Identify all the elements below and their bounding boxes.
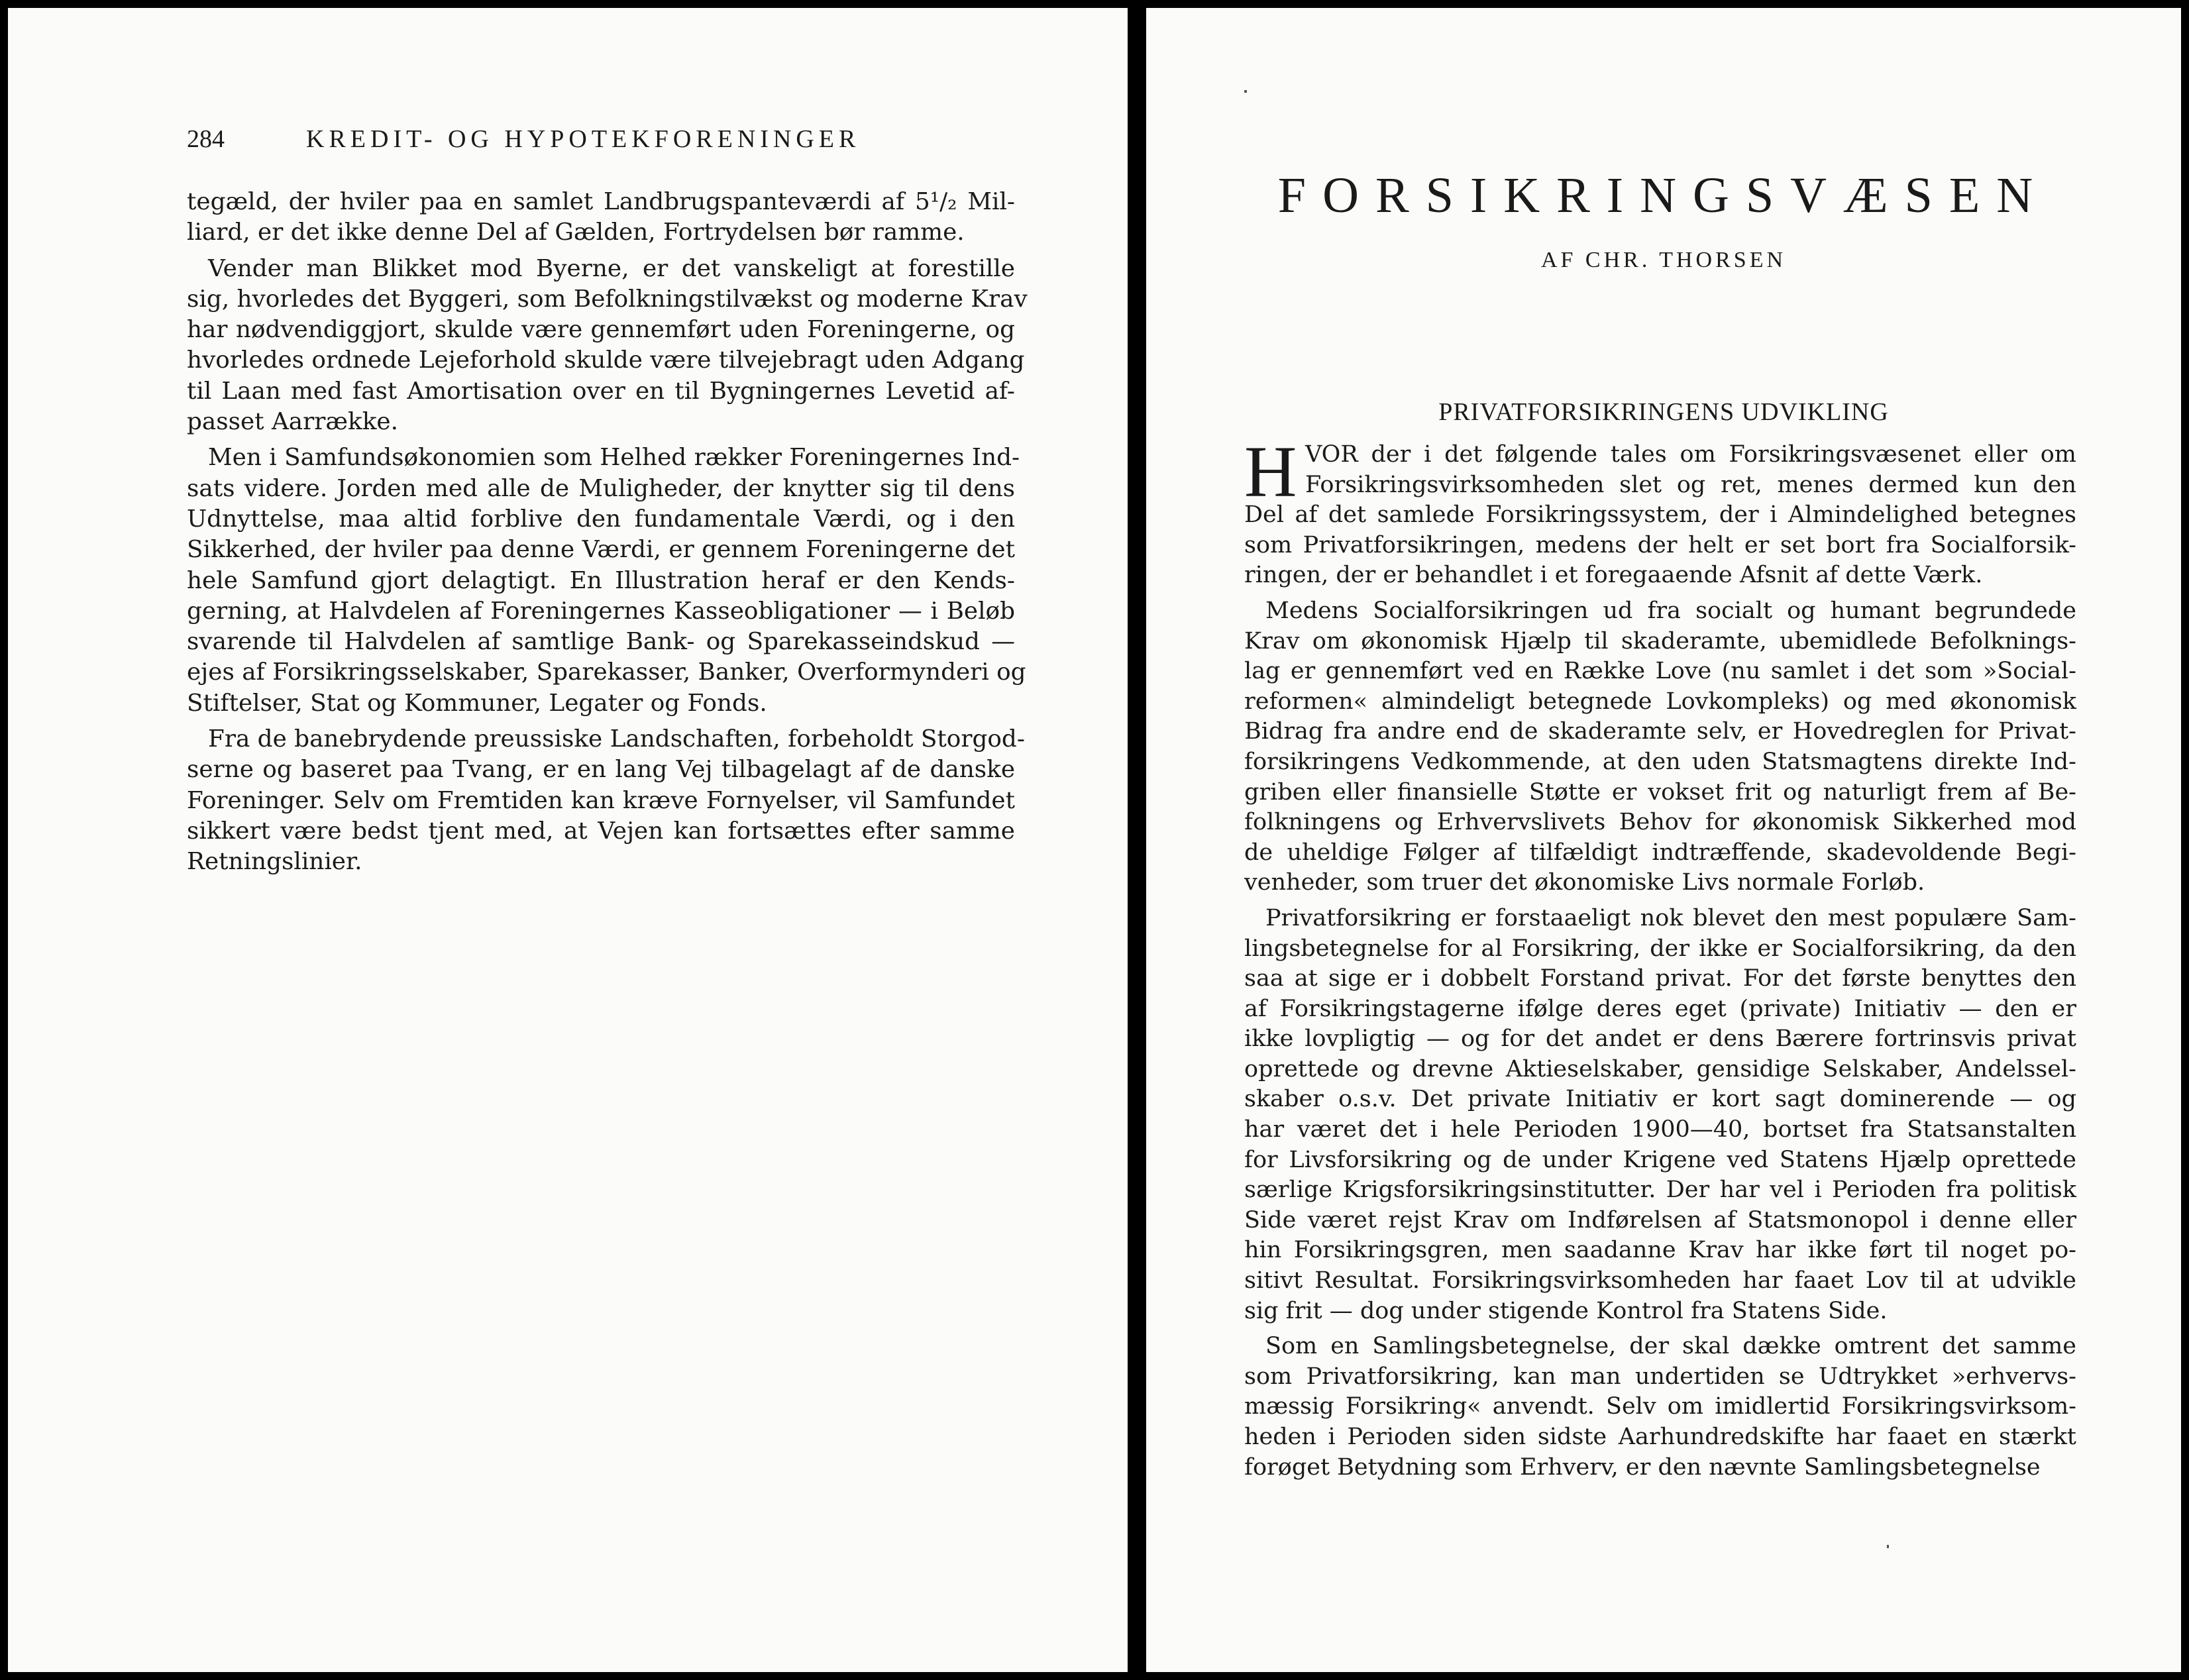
text-line: Udnyttelse, maa altid forblive den fundamentale Værdi, og i den <box>187 505 1015 533</box>
text-line: griben eller finansielle Støtte er vokset frit og naturligt frem af Be- <box>1244 778 2076 806</box>
text-line: VOR der i det følgende tales om Forsikringsvæsenet eller om <box>1305 441 2076 468</box>
text-line: har nødvendiggjort, skulde være gennemført uden Foreningerne, og <box>187 316 1015 344</box>
paper-speck <box>1887 1545 1889 1548</box>
chapter-title: FORSIKRINGSVÆSEN <box>1277 168 2050 223</box>
text-line: heden i Perioden siden sidste Aarhundredskifte har faaet en stærkt <box>1244 1424 2076 1450</box>
text-line: sikkert være bedst tjent med, at Vejen kan fortsættes efter samme <box>187 817 1015 845</box>
text-line: skaber o.s.v. Det private Initiativ er kort sagt dominerende — og <box>1244 1086 2076 1113</box>
text-line: som Privatforsikring, kan man undertiden se Udtrykket »erhvervs- <box>1244 1363 2076 1390</box>
text-line: Sikkerhed, der hviler paa denne Værdi, er gennem Foreningerne det <box>187 536 1015 564</box>
text-line: hin Forsikringsgren, men saadanne Krav har ikke ført til noget po- <box>1244 1237 2076 1264</box>
text-line: Fra de banebrydende preussiske Landschaften, forbeholdt Storgod- <box>208 725 1025 753</box>
text-line: tegæld, der hviler paa en samlet Landbrugspanteværdi af 5¹/₂ Mil- <box>187 188 1015 215</box>
text-line: Bidrag fra andre end de skaderamte selv, er Hovedreglen for Privat- <box>1244 718 2076 745</box>
text-line: Retningslinier. <box>187 848 362 876</box>
text-line: hele Samfund gjort delagtigt. En Illustration heraf er den Kends- <box>187 566 1015 594</box>
text-line: Men i Samfundsøkonomien som Helhed rækker Foreningernes Ind- <box>208 444 1020 472</box>
text-line: lingsbetegnelse for al Forsikring, der ikke er Socialforsikring, da den <box>1244 935 2076 962</box>
text-line: Som en Samlingsbetegnelse, der skal dække omtrent det samme <box>1265 1333 2076 1360</box>
text-line: Forsikringsvirksomheden slet og ret, menes dermed kun den <box>1305 471 2076 498</box>
left-page <box>8 8 1128 1672</box>
text-line: sitivt Resultat. Forsikringsvirksomheden har faaet Lov til at udvikle <box>1244 1267 2076 1294</box>
text-line: saa at sige er i dobbelt Forstand privat. For det første benyttes den <box>1244 965 2076 992</box>
text-line: til Laan med fast Amortisation over en til Bygningernes Levetid af- <box>187 377 1015 405</box>
text-line: passet Aarrække. <box>187 408 398 436</box>
text-line: ringen, der er behandlet i et foregaaende Afsnit af dette Værk. <box>1244 562 1983 589</box>
text-line: forsikringens Vedkommende, at den uden Statsmagtens direkte Ind- <box>1244 748 2076 775</box>
page-number: 284 <box>187 125 225 153</box>
text-line: de uheldige Følger af tilfældigt indtræffende, skadevoldende Begi- <box>1244 839 2076 866</box>
right-page <box>1146 8 2181 1672</box>
text-line: serne og baseret paa Tvang, er en lang Vej tilbagelagt af de danske <box>187 756 1015 784</box>
drop-cap: H <box>1244 431 1297 512</box>
text-line: for Livsforsikring og de under Krigene ved Statens Hjælp oprettede <box>1244 1146 2076 1173</box>
text-line: reformen« almindeligt betegnede Lovkompleks) og med økonomisk <box>1244 688 2076 715</box>
text-line: sats videre. Jorden med alle de Muligheder, der knytter sig til dens <box>187 474 1015 502</box>
text-line: Krav om økonomisk Hjælp til skaderamte, ubemidlede Befolknings- <box>1244 627 2076 655</box>
running-head-title: KREDIT- OG HYPOTEKFORENINGER <box>306 125 861 153</box>
paper-speck <box>1244 90 1247 93</box>
text-line: Del af det samlede Forsikringssystem, der i Almindelighed betegnes <box>1244 501 2076 529</box>
text-line: Medens Socialforsikringen ud fra socialt og humant begrundede <box>1265 597 2076 624</box>
text-line: har været det i hele Perioden 1900—40, bortset fra Statsanstalten <box>1244 1116 2076 1143</box>
chapter-author: AF CHR. THORSEN <box>1540 248 1787 272</box>
text-line: sig frit — dog under stigende Kontrol fra Statens Side. <box>1244 1297 1888 1324</box>
text-line: Foreninger. Selv om Fremtiden kan kræve Fornyelser, vil Samfundet <box>187 786 1015 814</box>
text-line: særlige Krigsforsikringsinstitutter. Der har vel i Perioden fra politisk <box>1244 1177 2076 1204</box>
text-line: Stiftelser, Stat og Kommuner, Legater og Fonds. <box>187 689 767 717</box>
text-line: ikke lovpligtig — og for det andet er dens Bærere fortrinsvis privat <box>1244 1025 2076 1053</box>
text-line: liard, er det ikke denne Del af Gælden, Fortrydelsen bør ramme. <box>187 219 965 246</box>
left-body-text <box>187 187 1028 878</box>
text-line: sig, hvorledes det Byggeri, som Befolkningstilvækst og moderne Krav <box>187 285 1028 313</box>
text-line: lag er gennemført ved en Række Love (nu samlet i det som »Social- <box>1244 658 2076 685</box>
text-line: svarende til Halvdelen af samtlige Bank- og Sparekasseindskud — <box>187 628 1015 656</box>
text-line: Privatforsikring er forstaaeligt nok blevet den mest populære Sam- <box>1265 904 2076 931</box>
text-line: mæssig Forsikring« anvendt. Selv om imidlertid Forsikringsvirksom- <box>1244 1393 2076 1420</box>
text-line: Vender man Blikket mod Byerne, er det vanskeligt at forestille <box>208 254 1015 282</box>
text-line: Side været rejst Krav om Indførelsen af Statsmonopol i denne eller <box>1244 1206 2076 1234</box>
text-line: af Forsikringstagerne ifølge deres eget (private) Initiativ — den er <box>1244 995 2076 1022</box>
text-line: hvorledes ordnede Lejeforhold skulde være tilvejebragt uden Adgang <box>187 346 1025 374</box>
text-line: venheder, som truer det økonomiske Livs normale Forløb. <box>1244 869 1925 896</box>
text-line: oprettede og drevne Aktieselskaber, gensidige Selskaber, Andelssel- <box>1244 1055 2076 1082</box>
text-line: som Privatforsikringen, medens der helt er set bort fra Socialforsik- <box>1244 531 2076 558</box>
text-line: forøget Betydning som Erhverv, er den nævnte Samlingsbetegnelse <box>1244 1453 2041 1481</box>
section-heading: PRIVATFORSIKRINGENS UDVIKLING <box>1438 398 1889 426</box>
text-line: folkningens og Erhvervslivets Behov for økonomisk Sikkerhed mod <box>1244 809 2076 836</box>
running-head <box>187 125 860 154</box>
right-body-text <box>1244 431 2076 1483</box>
text-line: gerning, at Halvdelen af Foreningernes Kasseobligationer — i Beløb <box>187 597 1015 625</box>
text-line: ejes af Forsikringsselskaber, Sparekasser, Banker, Overformynderi og <box>187 658 1026 686</box>
